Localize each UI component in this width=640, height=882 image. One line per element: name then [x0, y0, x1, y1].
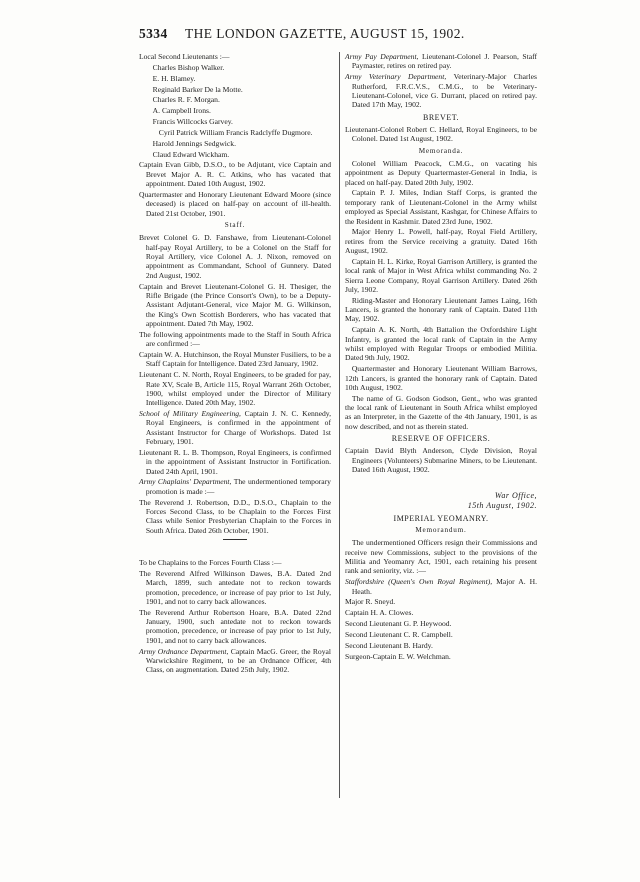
page-number: 5334	[139, 26, 168, 41]
gazette-paragraph: Lieutenant-Colonel Robert C. Hellard, Royal Engineers, to be Colonel. Dated 1st August, 1902.	[345, 124, 537, 144]
left-column	[139, 52, 331, 676]
gazette-paragraph: Charles R. F. Morgan.	[152, 95, 220, 105]
gazette-paragraph: Staffordshire (Queen's Own Royal Regiment), Major A. H. Heath.	[345, 577, 538, 596]
gazette-paragraph: Army Veterinary Department, Veterinary-Major Charles Rutherford, F.R.C.V.S., C.M.G., to be Veterinary-Lieutenant-Colonel, vice G. Durrant, placed on retired pay. Dated 17th May, 1902.	[345, 72, 537, 110]
gazette-paragraph: Army Pay Department, Lieutenant-Colonel J. Pearson, Staff Paymaster, retires on retired pay.	[345, 52, 537, 71]
gazette-paragraph: Captain Evan Gibb, D.S.O., to be Adjutant, vice Captain and Brevet Major A. R. C. Atkins, who has vacated that appointment. Dated 10th August, 1902.	[139, 160, 331, 189]
gazette-paragraph: Second Lieutenant C. R. Campbell.	[345, 629, 453, 639]
gazette-paragraph: Quartermaster and Honorary Lieutenant Edward Moore (since deceased) is placed on half-pay on account of ill-health. Dated 21st October, 1901.	[139, 189, 331, 218]
gazette-paragraph: The undermentioned Officers resign their Commissions and receive new Commissions, subject to the provisions of the Militia and Yeomanry Act, 1901, each retaining his present rank and seniority, viz. :—	[345, 538, 537, 576]
gazette-paragraph: Captain P. J. Miles, Indian Staff Corps, is granted the temporary rank of Lieutenant-Colonel in the Army whilst employed as Special Assistant, Kashgar, for Chinese Affairs to the Resident in Kashmir. Dated 23rd June, 1902.	[345, 188, 537, 226]
gazette-paragraph: Cyril Patrick William Francis Radclyffe Dugmore.	[158, 127, 313, 137]
gazette-paragraph: School of Military Engineering, Captain J. N. C. Kennedy, Royal Engineers, is confirmed in the appointment of Assistant Instructor for Charge of Workshops. Dated 1st February, 1901.	[139, 409, 331, 447]
gazette-paragraph: Army Ordnance Department, Captain MacG. Greer, the Royal Warwickshire Regiment, to be an Ordnance Officer, 4th Class, on augmentation. Dated 25th July, 1902.	[139, 646, 331, 675]
gazette-paragraph: Captain David Blyth Anderson, Clyde Division, Royal Engineers (Volunteers) Submarine Miners, to be Lieutenant. Dated 16th August, 1902.	[345, 446, 537, 475]
gazette-paragraph: Army Chaplains' Department, The undermentioned temporary promotion is made :—	[139, 477, 331, 496]
gazette-paragraph: Second Lieutenant B. Hardy.	[345, 640, 433, 650]
gazette-paragraph: Captain W. A. Hutchinson, the Royal Munster Fusiliers, to be a Staff Captain for Intelligence. Dated 23rd January, 1902.	[139, 349, 331, 369]
spacer	[345, 476, 537, 490]
gazette-paragraph: To be Chaplains to the Forces Fourth Class :—	[139, 558, 282, 567]
right-column	[345, 52, 537, 662]
gazette-paragraph: The following appointments made to the Staff in South Africa are confirmed :—	[139, 329, 331, 349]
gazette-paragraph: Claud Edward Wickham.	[152, 149, 230, 159]
gazette-paragraph: Charles Bishop Walker.	[152, 62, 225, 72]
gazette-paragraph: E. H. Blamey.	[152, 73, 196, 83]
gazette-paragraph: Brevet Colonel G. D. Fanshawe, from Lieutenant-Colonel half-pay Royal Artillery, to be a Colonel on the Staff for Royal Artillery, vice Colonel A. J. Nixon, removed on appointment as Commandant, School of Gunnery. Dated 2nd August, 1902.	[139, 233, 331, 280]
gazette-paragraph: Local Second Lieutenants :—	[139, 52, 230, 61]
gazette-paragraph: Captain H. A. Clowes.	[345, 608, 414, 618]
gazette-paragraph: Riding-Master and Honorary Lieutenant James Laing, 16th Lancers, is granted the honorary rank of Captain. Dated 11th May, 1902.	[345, 295, 537, 324]
page-title: THE LONDON GAZETTE, AUGUST 15, 1902.	[185, 26, 465, 41]
section-heading: Memorandum.	[415, 525, 467, 534]
section-heading: Staff.	[224, 221, 246, 229]
page-header	[139, 26, 537, 44]
gazette-paragraph: Lieutenant C. N. North, Royal Engineers, to be graded for pay, Rate XV, Scale B, Article 115, Royal Warrant 26th October, 1900, whilst employed under the Director of Military Intelligence. Dated 20th May, 1902.	[139, 370, 331, 408]
section-heading: 15th August, 1902.	[467, 501, 537, 511]
section-heading: IMPERIAL YEOMANRY.	[393, 513, 489, 523]
gazette-paragraph: The Reverend J. Robertson, D.D., D.S.O., Chaplain to the Forces Second Class, to be Chaplain to the Forces First Class while Senior Presbyterian Chaplain to the Forces in South Africa. Dated 26th October, 1901.	[139, 497, 331, 535]
spacer	[139, 544, 331, 558]
gazette-paragraph: Captain A. K. North, 4th Battalion the Oxfordshire Light Infantry, is granted the local rank of Captain in the Army whilst employed with Regular Troops or embodied Militia. Dated 9th July, 1902.	[345, 325, 537, 363]
gazette-paragraph: Second Lieutenant G. P. Heywood.	[345, 619, 452, 629]
gazette-paragraph: Francis Willcocks Garvey.	[152, 117, 233, 127]
gazette-paragraph: Captain H. L. Kirke, Royal Garrison Artillery, is granted the local rank of Major in West Africa whilst commanding No. 2 Sierra Leone Company, Royal Garrison Artillery. Dated 26th July, 1902.	[345, 256, 537, 294]
gazette-paragraph: Major R. Sneyd.	[345, 597, 396, 607]
gazette-paragraph: Quartermaster and Honorary Lieutenant William Barrows, 12th Lancers, is granted the honorary rank of Captain. Dated 10th August, 1902.	[345, 364, 537, 392]
section-heading: War Office,	[494, 490, 537, 500]
gazette-paragraph: A. Campbell Irons.	[152, 106, 211, 116]
column-divider	[339, 52, 340, 798]
gazette-paragraph: Lieutenant R. L. B. Thompson, Royal Engineers, is confirmed in the appointment of Assistant Instructor in Fortification. Dated 24th April, 1901.	[139, 447, 331, 476]
gazette-paragraph: Reginald Barker De la Motte.	[152, 84, 243, 94]
section-rule	[223, 539, 247, 540]
gazette-paragraph: The Reverend Arthur Robertson Hoare, B.A. Dated 22nd January, 1900, such antedate not to reckon towards promotion, precedence, or increase of pay prior to 1st July, 1901, and not to carry back allowances.	[139, 607, 331, 645]
gazette-paragraph: Harold Jennings Sedgwick.	[152, 138, 236, 148]
section-heading: Memoranda.	[418, 146, 464, 155]
section-heading: BREVET.	[422, 112, 459, 122]
gazette-paragraph: Surgeon-Captain E. W. Welchman.	[345, 651, 451, 661]
section-heading: RESERVE OF OFFICERS.	[391, 434, 491, 444]
gazette-paragraph: Captain and Brevet Lieutenant-Colonel G. H. Thesiger, the Rifle Brigade (the Prince Consort's Own), to be a Deputy-Assistant Adjutant-General, vice Major M. G. Wilkinson, the King's Own Scottish Borderers, who has vacated that appointment. Dated 7th May, 1902.	[139, 281, 331, 328]
gazette-paragraph: Major Henry L. Powell, half-pay, Royal Field Artillery, retires from the Service receiving a gratuity. Dated 16th August, 1902.	[345, 227, 537, 256]
gazette-paragraph: The Reverend Alfred Wilkinson Dawes, B.A. Dated 2nd March, 1899, such antedate not to reckon towards promotion, precedence, or increase of pay prior to 1st July, 1901, and not to carry back allowances.	[139, 568, 331, 606]
gazette-paragraph: Colonel William Peacock, C.M.G., on vacating his appointment as Deputy Quartermaster-General in India, is placed on half-pay. Dated 20th July, 1902.	[345, 158, 537, 187]
gazette-paragraph: The name of G. Godson Godson, Gent., who was granted the local rank of Lieutenant in South Africa whilst employed as an Interpreter, in the Gazette of the 4th January, 1901, is as now described, and not as therein stated.	[345, 393, 537, 431]
